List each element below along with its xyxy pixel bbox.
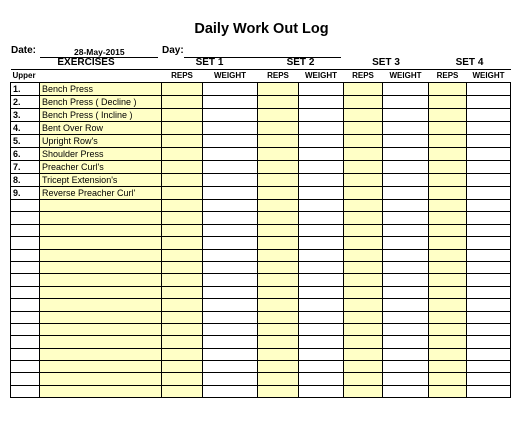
exercise-number: 1. (11, 83, 40, 96)
set-4-reps-cell[interactable] (429, 135, 467, 148)
exercise-name-cell[interactable]: Shoulder Press (40, 148, 162, 161)
set-3-reps-cell[interactable] (344, 274, 383, 286)
set-2-reps-cell[interactable] (258, 237, 299, 249)
set-4-weight-cell[interactable] (467, 323, 511, 335)
table-row (11, 286, 511, 298)
set-1-reps-cell[interactable] (162, 237, 203, 249)
set-1-reps-cell[interactable] (162, 274, 203, 286)
set-4-reps-cell[interactable] (429, 224, 467, 236)
set-4-weight-cell[interactable] (467, 299, 511, 311)
workout-log-table (10, 57, 511, 398)
set-1-reps-cell[interactable] (162, 122, 203, 135)
set-4-reps-cell[interactable] (429, 109, 467, 122)
set-2-weight-cell[interactable] (299, 109, 344, 122)
set-header-row (11, 57, 511, 70)
set-2-weight-cell[interactable] (299, 323, 344, 335)
set-3-reps-cell[interactable] (344, 323, 383, 335)
set-1-weight-cell[interactable] (203, 135, 258, 148)
set-1-weight-cell[interactable] (203, 361, 258, 373)
set-3-reps-cell[interactable] (344, 249, 383, 261)
set-3-weight-cell[interactable] (383, 224, 429, 236)
table-row (11, 373, 511, 385)
set-3-header: SET 3 (344, 57, 429, 70)
table-row (11, 261, 511, 273)
exercise-name-cell[interactable] (40, 212, 162, 224)
set-3-weight-cell[interactable] (383, 135, 429, 148)
exercise-number (11, 385, 40, 397)
set-4-reps-cell[interactable] (429, 122, 467, 135)
set-3-weight-cell[interactable] (383, 361, 429, 373)
set-4-weight-cell[interactable] (467, 237, 511, 249)
set-3-reps-cell[interactable] (344, 161, 383, 174)
set-4-reps-cell[interactable] (429, 373, 467, 385)
set-4-weight-cell[interactable] (467, 311, 511, 323)
set-2-weight-cell[interactable] (299, 96, 344, 109)
set-1-reps-cell[interactable] (162, 148, 203, 161)
set-1-reps-cell[interactable] (162, 161, 203, 174)
set-3-reps-cell[interactable] (344, 96, 383, 109)
set-4-reps-cell[interactable] (429, 261, 467, 273)
exercise-number (11, 323, 40, 335)
exercise-name-cell[interactable] (40, 385, 162, 397)
set-3-reps-cell[interactable] (344, 311, 383, 323)
set-3-weight-cell[interactable] (383, 174, 429, 187)
exercise-name-cell[interactable]: Bent Over Row (40, 122, 162, 135)
set-2-weight-cell[interactable] (299, 361, 344, 373)
set-1-weight-cell[interactable] (203, 286, 258, 298)
set-3-weight-cell[interactable] (383, 311, 429, 323)
set-1-weight-cell[interactable] (203, 385, 258, 397)
exercise-number: 7. (11, 161, 40, 174)
table-row (11, 83, 511, 96)
set-2-weight-cell[interactable] (299, 373, 344, 385)
set-1-reps-cell[interactable] (162, 109, 203, 122)
exercise-name-cell[interactable] (40, 336, 162, 348)
exercises-header: EXERCISES (11, 57, 162, 70)
set-2-weight-cell[interactable] (299, 148, 344, 161)
set-4-reps-cell[interactable] (429, 96, 467, 109)
set-2-reps-cell[interactable] (258, 274, 299, 286)
set-2-reps-cell[interactable] (258, 323, 299, 335)
exercise-name-cell[interactable]: Preacher Curl's (40, 161, 162, 174)
set-1-reps-cell[interactable] (162, 311, 203, 323)
set-1-reps-cell[interactable] (162, 348, 203, 360)
exercise-name-cell[interactable] (40, 249, 162, 261)
set-4-reps-cell[interactable] (429, 174, 467, 187)
set-2-reps-cell[interactable] (258, 373, 299, 385)
set-4-weight-cell[interactable] (467, 212, 511, 224)
weight-header: WEIGHT (214, 71, 246, 80)
set-1-reps-cell[interactable] (162, 224, 203, 236)
set-3-reps-cell[interactable] (344, 224, 383, 236)
exercise-name-cell[interactable]: Bench Press ( Incline ) (40, 109, 162, 122)
set-4-weight-cell[interactable] (467, 261, 511, 273)
set-2-weight-cell[interactable] (299, 286, 344, 298)
reps-header: REPS (352, 71, 374, 80)
set-3-reps-cell[interactable] (344, 299, 383, 311)
set-1-weight-cell[interactable] (203, 299, 258, 311)
date-label: Date: (11, 45, 37, 56)
set-2-header: SET 2 (258, 57, 344, 70)
set-3-weight-cell[interactable] (383, 286, 429, 298)
set-2-reps-cell[interactable] (258, 83, 299, 96)
table-row (11, 299, 511, 311)
exercise-name-cell[interactable] (40, 299, 162, 311)
set-3-reps-cell[interactable] (344, 361, 383, 373)
set-1-weight-cell[interactable] (203, 148, 258, 161)
table-row (11, 361, 511, 373)
set-2-weight-cell[interactable] (299, 200, 344, 212)
table-row (11, 311, 511, 323)
set-4-weight-cell[interactable] (467, 109, 511, 122)
table-row (11, 348, 511, 360)
set-4-reps-cell[interactable] (429, 348, 467, 360)
table-row (11, 274, 511, 286)
exercise-number (11, 200, 40, 212)
set-3-weight-cell[interactable] (383, 336, 429, 348)
set-2-reps-cell[interactable] (258, 212, 299, 224)
set-1-weight-cell[interactable] (203, 212, 258, 224)
set-2-reps-cell[interactable] (258, 122, 299, 135)
set-2-weight-cell[interactable] (299, 237, 344, 249)
set-4-reps-cell[interactable] (429, 237, 467, 249)
set-2-reps-cell[interactable] (258, 361, 299, 373)
exercise-name-cell[interactable]: Reverse Preacher Curl' (40, 187, 162, 200)
set-4-reps-cell[interactable] (429, 286, 467, 298)
set-4-reps-cell[interactable] (429, 148, 467, 161)
exercise-name-cell[interactable]: Bench Press (40, 83, 162, 96)
set-3-reps-cell[interactable] (344, 200, 383, 212)
set-3-reps-cell[interactable] (344, 187, 383, 200)
exercise-number: 5. (11, 135, 40, 148)
set-2-weight-cell[interactable] (299, 224, 344, 236)
set-3-reps-cell[interactable] (344, 122, 383, 135)
set-1-weight-cell[interactable] (203, 237, 258, 249)
exercise-name-cell[interactable] (40, 237, 162, 249)
set-4-reps-cell[interactable] (429, 161, 467, 174)
table-row (11, 323, 511, 335)
table-row (11, 212, 511, 224)
section-label: Upper (12, 71, 36, 80)
set-3-weight-cell[interactable] (383, 212, 429, 224)
set-1-reps-cell[interactable] (162, 336, 203, 348)
set-3-weight-cell[interactable] (383, 109, 429, 122)
set-4-weight-cell[interactable] (467, 161, 511, 174)
exercise-number: 6. (11, 148, 40, 161)
table-row (11, 135, 511, 148)
set-2-reps-cell[interactable] (258, 96, 299, 109)
set-2-reps-cell[interactable] (258, 348, 299, 360)
set-4-reps-cell[interactable] (429, 187, 467, 200)
set-1-reps-cell[interactable] (162, 187, 203, 200)
set-1-reps-cell[interactable] (162, 96, 203, 109)
set-3-reps-cell[interactable] (344, 109, 383, 122)
set-1-weight-cell[interactable] (203, 161, 258, 174)
set-2-reps-cell[interactable] (258, 286, 299, 298)
set-3-reps-cell[interactable] (344, 373, 383, 385)
set-3-reps-cell[interactable] (344, 348, 383, 360)
set-2-reps-cell[interactable] (258, 299, 299, 311)
set-1-weight-cell[interactable] (203, 274, 258, 286)
exercise-name-cell[interactable] (40, 224, 162, 236)
set-4-reps-cell[interactable] (429, 212, 467, 224)
set-2-reps-cell[interactable] (258, 311, 299, 323)
date-value[interactable]: 28-May-2015 (74, 47, 125, 57)
set-2-weight-cell[interactable] (299, 161, 344, 174)
set-1-weight-cell[interactable] (203, 311, 258, 323)
exercise-number (11, 348, 40, 360)
set-3-weight-cell[interactable] (383, 348, 429, 360)
set-1-weight-cell[interactable] (203, 83, 258, 96)
weight-header: WEIGHT (305, 71, 337, 80)
set-4-weight-cell[interactable] (467, 336, 511, 348)
set-4-weight-cell[interactable] (467, 200, 511, 212)
set-2-reps-cell[interactable] (258, 385, 299, 397)
set-4-weight-cell[interactable] (467, 224, 511, 236)
exercise-name-cell[interactable] (40, 286, 162, 298)
exercise-number (11, 373, 40, 385)
page-title: Daily Work Out Log (194, 21, 329, 37)
exercise-number (11, 274, 40, 286)
set-4-weight-cell[interactable] (467, 135, 511, 148)
set-4-weight-cell[interactable] (467, 83, 511, 96)
set-3-reps-cell[interactable] (344, 286, 383, 298)
set-2-weight-cell[interactable] (299, 274, 344, 286)
set-1-weight-cell[interactable] (203, 187, 258, 200)
exercise-number: 3. (11, 109, 40, 122)
set-1-reps-cell[interactable] (162, 286, 203, 298)
set-2-reps-cell[interactable] (258, 224, 299, 236)
set-4-weight-cell[interactable] (467, 373, 511, 385)
set-2-weight-cell[interactable] (299, 187, 344, 200)
set-4-weight-cell[interactable] (467, 274, 511, 286)
set-3-weight-cell[interactable] (383, 83, 429, 96)
set-3-weight-cell[interactable] (383, 161, 429, 174)
set-1-weight-cell[interactable] (203, 200, 258, 212)
reps-header: REPS (267, 71, 289, 80)
set-3-weight-cell[interactable] (383, 373, 429, 385)
set-4-weight-cell[interactable] (467, 187, 511, 200)
exercise-number (11, 299, 40, 311)
set-4-reps-cell[interactable] (429, 299, 467, 311)
set-2-reps-cell[interactable] (258, 109, 299, 122)
set-4-reps-cell[interactable] (429, 249, 467, 261)
set-1-reps-cell[interactable] (162, 361, 203, 373)
table-row (11, 148, 511, 161)
set-3-reps-cell[interactable] (344, 174, 383, 187)
set-4-reps-cell[interactable] (429, 361, 467, 373)
set-4-weight-cell[interactable] (467, 249, 511, 261)
set-3-weight-cell[interactable] (383, 187, 429, 200)
set-1-weight-cell[interactable] (203, 348, 258, 360)
set-3-reps-cell[interactable] (344, 83, 383, 96)
set-4-weight-cell[interactable] (467, 348, 511, 360)
set-3-weight-cell[interactable] (383, 323, 429, 335)
set-3-reps-cell[interactable] (344, 336, 383, 348)
exercise-name-cell[interactable] (40, 373, 162, 385)
exercise-name-cell[interactable]: Upright Row's (40, 135, 162, 148)
set-2-weight-cell[interactable] (299, 212, 344, 224)
set-4-reps-cell[interactable] (429, 336, 467, 348)
set-2-weight-cell[interactable] (299, 135, 344, 148)
set-3-weight-cell[interactable] (383, 237, 429, 249)
set-2-weight-cell[interactable] (299, 311, 344, 323)
exercise-number: 2. (11, 96, 40, 109)
table-row (11, 174, 511, 187)
exercise-number: 4. (11, 122, 40, 135)
set-2-weight-cell[interactable] (299, 348, 344, 360)
table-row (11, 96, 511, 109)
set-1-reps-cell[interactable] (162, 249, 203, 261)
exercise-name-cell[interactable] (40, 200, 162, 212)
set-2-weight-cell[interactable] (299, 249, 344, 261)
set-4-weight-cell[interactable] (467, 174, 511, 187)
exercise-name-cell[interactable]: Bench Press ( Decline ) (40, 96, 162, 109)
set-2-weight-cell[interactable] (299, 385, 344, 397)
set-2-weight-cell[interactable] (299, 261, 344, 273)
set-3-weight-cell[interactable] (383, 96, 429, 109)
set-1-reps-cell[interactable] (162, 212, 203, 224)
exercise-name-cell[interactable] (40, 323, 162, 335)
exercise-name-cell[interactable] (40, 261, 162, 273)
set-2-reps-cell[interactable] (258, 249, 299, 261)
set-1-weight-cell[interactable] (203, 109, 258, 122)
exercise-name-cell[interactable] (40, 348, 162, 360)
set-3-weight-cell[interactable] (383, 261, 429, 273)
set-4-reps-cell[interactable] (429, 323, 467, 335)
set-1-weight-cell[interactable] (203, 96, 258, 109)
set-1-weight-cell[interactable] (203, 122, 258, 135)
set-2-reps-cell[interactable] (258, 261, 299, 273)
set-1-weight-cell[interactable] (203, 373, 258, 385)
exercise-number (11, 237, 40, 249)
set-3-weight-cell[interactable] (383, 122, 429, 135)
set-4-header: SET 4 (429, 57, 511, 70)
table-row (11, 187, 511, 200)
exercise-number (11, 261, 40, 273)
set-3-reps-cell[interactable] (344, 237, 383, 249)
set-2-weight-cell[interactable] (299, 83, 344, 96)
table-row (11, 237, 511, 249)
exercise-number (11, 336, 40, 348)
set-1-reps-cell[interactable] (162, 135, 203, 148)
set-2-reps-cell[interactable] (258, 135, 299, 148)
set-1-weight-cell[interactable] (203, 174, 258, 187)
set-3-reps-cell[interactable] (344, 212, 383, 224)
set-1-reps-cell[interactable] (162, 323, 203, 335)
set-4-reps-cell[interactable] (429, 274, 467, 286)
table-row (11, 122, 511, 135)
set-3-weight-cell[interactable] (383, 385, 429, 397)
set-2-reps-cell[interactable] (258, 336, 299, 348)
set-4-weight-cell[interactable] (467, 385, 511, 397)
exercise-number (11, 212, 40, 224)
set-3-weight-cell[interactable] (383, 200, 429, 212)
set-1-reps-cell[interactable] (162, 200, 203, 212)
set-2-reps-cell[interactable] (258, 174, 299, 187)
table-row (11, 161, 511, 174)
day-label: Day: (162, 45, 184, 56)
exercise-number (11, 249, 40, 261)
set-1-header: SET 1 (162, 57, 258, 70)
exercise-number: 8. (11, 174, 40, 187)
set-4-weight-cell[interactable] (467, 148, 511, 161)
exercise-number: 9. (11, 187, 40, 200)
set-2-reps-cell[interactable] (258, 187, 299, 200)
weight-header: WEIGHT (389, 71, 422, 80)
exercise-number (11, 311, 40, 323)
set-4-reps-cell[interactable] (429, 311, 467, 323)
table-row (11, 109, 511, 122)
table-row (11, 249, 511, 261)
set-4-weight-cell[interactable] (467, 361, 511, 373)
set-2-weight-cell[interactable] (299, 122, 344, 135)
set-4-reps-cell[interactable] (429, 200, 467, 212)
table-row (11, 336, 511, 348)
exercise-name-cell[interactable]: Tricept Extension's (40, 174, 162, 187)
set-3-reps-cell[interactable] (344, 385, 383, 397)
set-1-reps-cell[interactable] (162, 83, 203, 96)
set-3-weight-cell[interactable] (383, 148, 429, 161)
set-1-reps-cell[interactable] (162, 373, 203, 385)
set-1-weight-cell[interactable] (203, 249, 258, 261)
set-1-reps-cell[interactable] (162, 299, 203, 311)
set-4-weight-cell[interactable] (467, 96, 511, 109)
set-1-weight-cell[interactable] (203, 224, 258, 236)
set-3-reps-cell[interactable] (344, 135, 383, 148)
reps-header: REPS (171, 71, 193, 80)
column-header-row (11, 70, 511, 83)
set-2-reps-cell[interactable] (258, 200, 299, 212)
exercise-number (11, 361, 40, 373)
exercise-name-cell[interactable] (40, 311, 162, 323)
set-4-reps-cell[interactable] (429, 385, 467, 397)
set-1-weight-cell[interactable] (203, 261, 258, 273)
set-1-reps-cell[interactable] (162, 261, 203, 273)
set-1-weight-cell[interactable] (203, 336, 258, 348)
set-3-weight-cell[interactable] (383, 274, 429, 286)
set-2-weight-cell[interactable] (299, 336, 344, 348)
set-3-reps-cell[interactable] (344, 261, 383, 273)
weight-header: WEIGHT (472, 71, 505, 80)
set-1-weight-cell[interactable] (203, 323, 258, 335)
set-3-weight-cell[interactable] (383, 299, 429, 311)
table-row (11, 224, 511, 236)
exercise-number (11, 286, 40, 298)
set-1-reps-cell[interactable] (162, 174, 203, 187)
set-2-weight-cell[interactable] (299, 174, 344, 187)
table-row (11, 385, 511, 397)
exercise-name-cell[interactable] (40, 274, 162, 286)
set-4-weight-cell[interactable] (467, 122, 511, 135)
set-2-reps-cell[interactable] (258, 148, 299, 161)
table-row (11, 200, 511, 212)
set-4-reps-cell[interactable] (429, 83, 467, 96)
set-3-weight-cell[interactable] (383, 249, 429, 261)
set-2-reps-cell[interactable] (258, 161, 299, 174)
set-4-weight-cell[interactable] (467, 286, 511, 298)
set-2-weight-cell[interactable] (299, 299, 344, 311)
set-1-reps-cell[interactable] (162, 385, 203, 397)
set-3-reps-cell[interactable] (344, 148, 383, 161)
exercise-number (11, 224, 40, 236)
exercise-name-cell[interactable] (40, 361, 162, 373)
reps-header: REPS (436, 71, 459, 80)
